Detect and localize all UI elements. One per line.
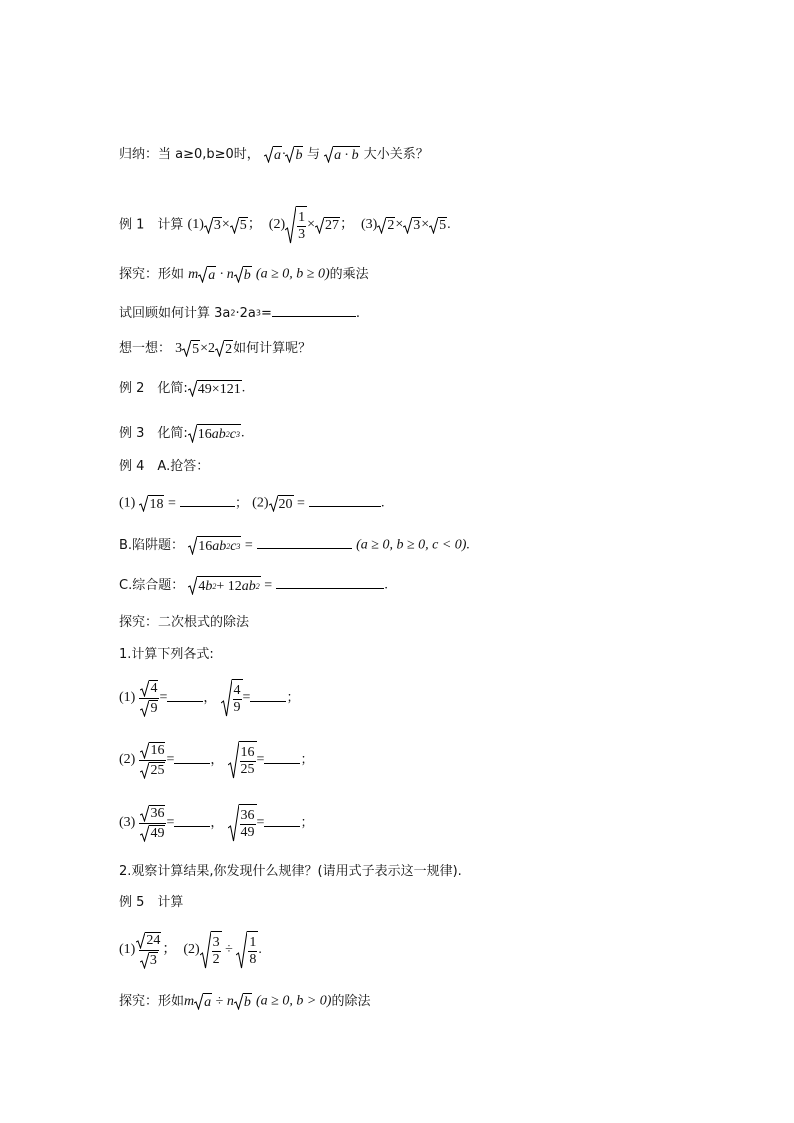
formula-ex1-3: 2 × 3 × 5 bbox=[377, 217, 447, 232]
formula-sqrt-16ab2c3: 16 ab 2 c 3 bbox=[188, 426, 241, 441]
answer-blank-sqrt18[interactable] bbox=[180, 494, 235, 507]
formula-sqrt-49x121: 49×121 bbox=[188, 381, 242, 396]
answer-blank-sqrt20[interactable] bbox=[309, 494, 381, 507]
explore-division-form: 探究：形如m a ÷ n b (a ≥ 0, b > 0)的除法 bbox=[119, 993, 371, 1010]
frac-sqrt4-over-sqrt9: $\frac{4}{9}$ bbox=[139, 680, 159, 717]
formula-m-sqrt-a-n-sqrt-b: m a · n b bbox=[188, 266, 251, 283]
calc-heading: 1.计算下列各式: bbox=[119, 647, 214, 662]
comprehensive-question: C.综合题： 4 b 2 + 12 ab 2 = . bbox=[119, 577, 388, 594]
answer-blank-3b[interactable] bbox=[264, 814, 300, 827]
answer-blank-3a[interactable] bbox=[174, 814, 210, 827]
formula-ex1-2: $\frac{1}{3}$ × 27 bbox=[285, 217, 340, 232]
calc-row-1: (1) $\frac{4}{9}$ = ， $\frac{4}{9}$ = ； bbox=[119, 681, 300, 716]
frac-sqrt24-over-sqrt3: $\frac{24}{3}$ bbox=[135, 932, 162, 969]
explore-division: 探究：二次根式的除法 bbox=[119, 615, 250, 630]
frac-sqrt16-over-sqrt25: $\frac{16}{25}$ bbox=[139, 742, 166, 779]
answer-blank-comprehensive[interactable] bbox=[276, 576, 384, 589]
example-3: 例 3 化简: 16 ab 2 c 3 . bbox=[119, 425, 245, 442]
calc-row-2: (2) $\frac{16}{25}$ = ， $\frac{16}{25}$ = ； bbox=[119, 743, 314, 778]
formula-sqrt-a-times-sqrt-b: a · b bbox=[264, 147, 307, 162]
formula-m-sqrt-a-div-n-sqrt-b: m a ÷ n b bbox=[184, 993, 251, 1010]
sqrt-frac-16-25: $\frac{16}{25}$ bbox=[228, 752, 257, 767]
formula-sqrt-20: 20 = bbox=[269, 496, 305, 511]
formula-sqrt-ab: a · b bbox=[324, 147, 360, 162]
example-5-formulas: (1) $\frac{24}{3}$ ； (2) $\frac{3}{2}$ ÷ $\frac{1}{8}$ . bbox=[119, 933, 262, 968]
trap-question: B.陷阱题： 16 ab 2 c 3 = (a ≥ 0, b ≥ 0, c < 0). bbox=[119, 537, 470, 554]
sqrt-frac-4-9: $\frac{4}{9}$ bbox=[221, 690, 243, 705]
sqrt-frac-36-49: $\frac{36}{49}$ bbox=[228, 815, 257, 830]
example-4-quick: (1) 18 = ； (2) 20 = . bbox=[119, 495, 385, 512]
example-4-heading: 例 4 A.抢答： bbox=[119, 459, 210, 474]
answer-blank-2a[interactable] bbox=[174, 751, 210, 764]
formula-sqrt-18: 18 = bbox=[139, 496, 175, 511]
answer-blank[interactable] bbox=[272, 304, 356, 317]
frac-sqrt36-over-sqrt49: $\frac{36}{49}$ bbox=[139, 805, 166, 842]
summary-line: 归纳：当 a≥0,b≥0时， a · b 与 a · b 大小关系？ bbox=[119, 146, 429, 163]
recall-line: 试回顾如何计算 3a2·2a3= . bbox=[119, 306, 360, 321]
formula-ex1-1: 3 × 5 bbox=[204, 217, 248, 232]
sqrt-3-2-div-sqrt-1-8: $\frac{3}{2}$ ÷ $\frac{1}{8}$ bbox=[200, 942, 259, 957]
calc-row-3: (3) $\frac{36}{49}$ = ， $\frac{36}{49}$ = ； bbox=[119, 806, 314, 841]
answer-blank-1b[interactable] bbox=[250, 689, 286, 702]
answer-blank-trap[interactable] bbox=[257, 536, 352, 549]
answer-blank-1a[interactable] bbox=[167, 689, 203, 702]
answer-blank-2b[interactable] bbox=[264, 751, 300, 764]
example-5-heading: 例 5 计算 bbox=[119, 895, 184, 910]
example-2: 例 2 化简: 49×121 . bbox=[119, 380, 246, 397]
observe-line: 2.观察计算结果,你发现什么规律？(请用式子表示这一规律). bbox=[119, 864, 462, 879]
explore-multiplication: 探究：形如 m a · n b (a ≥ 0, b ≥ 0)的乘法 bbox=[119, 266, 369, 283]
think-line: 想一想： 3 5 ×2 2 如何计算呢？ bbox=[119, 340, 312, 357]
example-1: 例 1 计算 (1) 3 × 5 ； (2) $\frac{1}{3}$ × 27 ； (3) 2 × 3 × 5 . bbox=[119, 206, 451, 244]
formula-sqrt-4b2-12ab2: 4 b 2 + 12 ab 2 = bbox=[188, 578, 272, 593]
formula-3sqrt5-times-2sqrt2: 3 5 ×2 2 bbox=[175, 340, 233, 357]
formula-sqrt-16ab2c3-trap: 16 ab 2 c 3 = bbox=[188, 538, 253, 553]
